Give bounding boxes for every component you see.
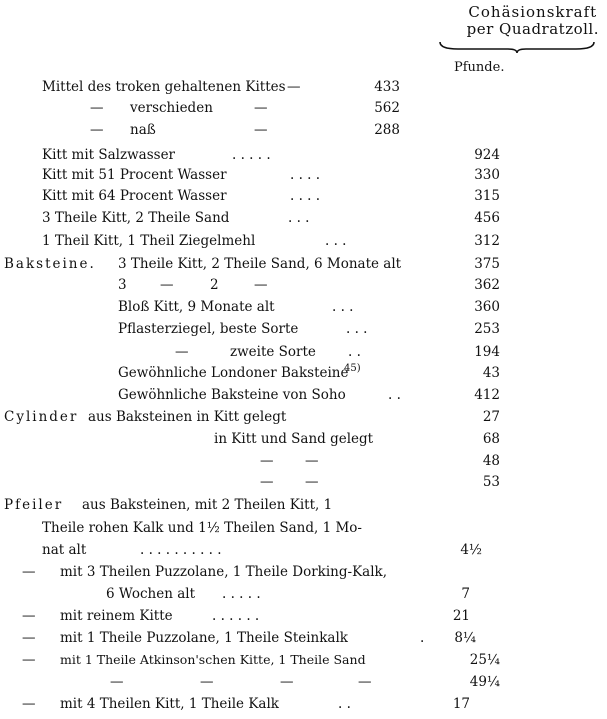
- row-dash: —: [200, 674, 214, 690]
- row-label: 6 Wochen alt: [106, 586, 195, 602]
- leader-dots: . .: [388, 387, 401, 403]
- leader-dots: . . .: [346, 321, 368, 337]
- row-value: 68: [482, 431, 500, 447]
- leader-dots: . . .: [332, 299, 354, 315]
- table-row: [0, 165, 607, 185]
- table-row: [0, 275, 607, 295]
- row-label: mit 1 Theile Atkinson'schen Kitte, 1 Theile Sand: [60, 652, 366, 667]
- row-label: 3: [118, 277, 127, 293]
- row-dash: —: [254, 277, 268, 293]
- leader-dots: .: [420, 630, 425, 646]
- row-label: Bloß Kitt, 9 Monate alt: [118, 299, 275, 315]
- row-label: Kitt mit Salzwasser: [42, 147, 176, 163]
- table-row: [0, 407, 607, 427]
- row-label: 2: [210, 277, 219, 293]
- row-value: 25¼: [469, 652, 500, 668]
- row-value: 433: [374, 79, 400, 95]
- row-label: aus Baksteinen, mit 2 Theilen Kitt, 1: [82, 497, 333, 513]
- table-row: [0, 98, 607, 118]
- table-row: [0, 342, 607, 362]
- table-row: [0, 628, 607, 648]
- leader-dots: . . . . . .: [212, 608, 260, 624]
- table-row: [0, 363, 607, 383]
- row-value: 315: [474, 188, 500, 204]
- leader-dots: . . .: [325, 233, 347, 249]
- row-value: 4½: [460, 542, 482, 558]
- row-value: 48: [482, 453, 500, 469]
- leader-dots: . . . .: [290, 167, 321, 183]
- row-value: 53: [482, 474, 500, 490]
- row-dash: —: [22, 608, 36, 624]
- column-header: [467, 4, 599, 39]
- table-row: [0, 606, 607, 626]
- row-label: Theile rohen Kalk und 1½ Theilen Sand, 1 Mo-: [42, 520, 362, 536]
- leader-dots: . . . . .: [222, 586, 261, 602]
- section-label: Pfeiler: [4, 497, 64, 513]
- row-dash: —: [90, 122, 104, 138]
- row-dash: —: [305, 453, 319, 469]
- row-label: mit 1 Theile Puzzolane, 1 Theile Steinkalk: [60, 630, 348, 646]
- footnote-marker: 45): [344, 363, 361, 374]
- row-label: Gewöhnliche Baksteine von Soho: [118, 387, 346, 403]
- row-value: 27: [482, 409, 500, 425]
- table-row: [0, 186, 607, 206]
- row-value: 360: [474, 299, 500, 315]
- table-row: [0, 562, 607, 582]
- row-value: 456: [474, 210, 500, 226]
- row-value: 194: [474, 344, 500, 360]
- row-value: 562: [374, 100, 400, 116]
- row-dash: —: [22, 564, 36, 580]
- row-label: mit 4 Theilen Kitt, 1 Theile Kalk: [60, 696, 279, 712]
- section-label: Baksteine.: [4, 256, 96, 272]
- row-label: Pflasterziegel, beste Sorte: [118, 321, 299, 337]
- table-row: [0, 145, 607, 165]
- table-row: [0, 429, 607, 449]
- table-row: [0, 650, 607, 670]
- row-value: 362: [474, 277, 500, 293]
- column-header-line1: Cohäsionskraft: [468, 3, 598, 21]
- section-label: Cylinder: [4, 409, 79, 425]
- brace-icon: [438, 40, 596, 54]
- row-dash: —: [22, 630, 36, 646]
- row-label: verschieden: [130, 100, 213, 116]
- table-row: [0, 672, 607, 692]
- leader-dots: . . . .: [290, 188, 321, 204]
- table-row: [0, 254, 607, 274]
- table-row: [0, 495, 607, 515]
- row-label: nat alt: [42, 542, 87, 558]
- row-dash: —: [305, 474, 319, 490]
- row-dash: —: [280, 674, 294, 690]
- leader-dots: . . .: [288, 210, 310, 226]
- leader-dots: . . . . . . . . . .: [140, 542, 222, 558]
- row-dash: —: [22, 696, 36, 712]
- row-label: Gewöhnliche Londoner Baksteine: [118, 365, 349, 381]
- table-row: [0, 584, 607, 604]
- row-label: zweite Sorte: [230, 344, 316, 360]
- row-value: 17: [452, 696, 470, 712]
- row-dash: —: [22, 652, 36, 668]
- row-value: 330: [474, 167, 500, 183]
- row-dash: —: [160, 277, 174, 293]
- row-value: 375: [474, 256, 500, 272]
- row-value: 288: [374, 122, 400, 138]
- row-dash: —: [287, 79, 301, 95]
- row-label: 3 Theile Kitt, 2 Theile Sand: [42, 210, 230, 226]
- row-dash: —: [254, 100, 268, 116]
- row-dash: —: [90, 100, 104, 116]
- row-label: 1 Theil Kitt, 1 Theil Ziegelmehl: [42, 233, 256, 249]
- row-value: 312: [474, 233, 500, 249]
- row-label: Mittel des troken gehaltenen Kittes: [42, 79, 286, 95]
- row-label: Kitt mit 64 Procent Wasser: [42, 188, 227, 204]
- row-value: 253: [474, 321, 500, 337]
- row-label: in Kitt und Sand gelegt: [214, 431, 374, 447]
- row-value: 21: [452, 608, 470, 624]
- table-row: [0, 518, 607, 538]
- table-row: [0, 451, 607, 471]
- table-row: [0, 297, 607, 317]
- table-row: [0, 385, 607, 405]
- row-dash: —: [254, 122, 268, 138]
- table-row: [0, 540, 607, 560]
- row-value: 7: [461, 586, 470, 602]
- row-dash: —: [110, 674, 124, 690]
- row-label: mit reinem Kitte: [60, 608, 173, 624]
- row-dash: —: [260, 453, 274, 469]
- row-dash: —: [260, 474, 274, 490]
- row-label: naß: [130, 122, 156, 138]
- table-row: [0, 231, 607, 251]
- row-value: 8¼: [454, 630, 476, 646]
- table-row: [0, 77, 607, 97]
- table-row: [0, 694, 607, 714]
- row-value: 412: [474, 387, 500, 403]
- table-row: [0, 319, 607, 339]
- row-label: 3 Theile Kitt, 2 Theile Sand, 6 Monate alt: [118, 256, 402, 272]
- row-label: mit 3 Theilen Puzzolane, 1 Theile Dorking-Kalk,: [60, 564, 387, 580]
- row-label: aus Baksteinen in Kitt gelegt: [88, 409, 287, 425]
- table-row: [0, 472, 607, 492]
- leader-dots: . .: [338, 696, 351, 712]
- table-row: [0, 208, 607, 228]
- unit-label: Pfunde.: [454, 60, 505, 75]
- row-dash: —: [175, 344, 189, 360]
- leader-dots: . . . . .: [232, 147, 271, 163]
- row-value: 49¼: [469, 674, 500, 690]
- row-dash: —: [358, 674, 372, 690]
- column-header-line2: per Quadratzoll.: [466, 20, 599, 39]
- row-value: 924: [474, 147, 500, 163]
- row-label: Kitt mit 51 Procent Wasser: [42, 167, 227, 183]
- table-row: [0, 120, 607, 140]
- leader-dots: . .: [348, 344, 361, 360]
- row-value: 43: [482, 365, 500, 381]
